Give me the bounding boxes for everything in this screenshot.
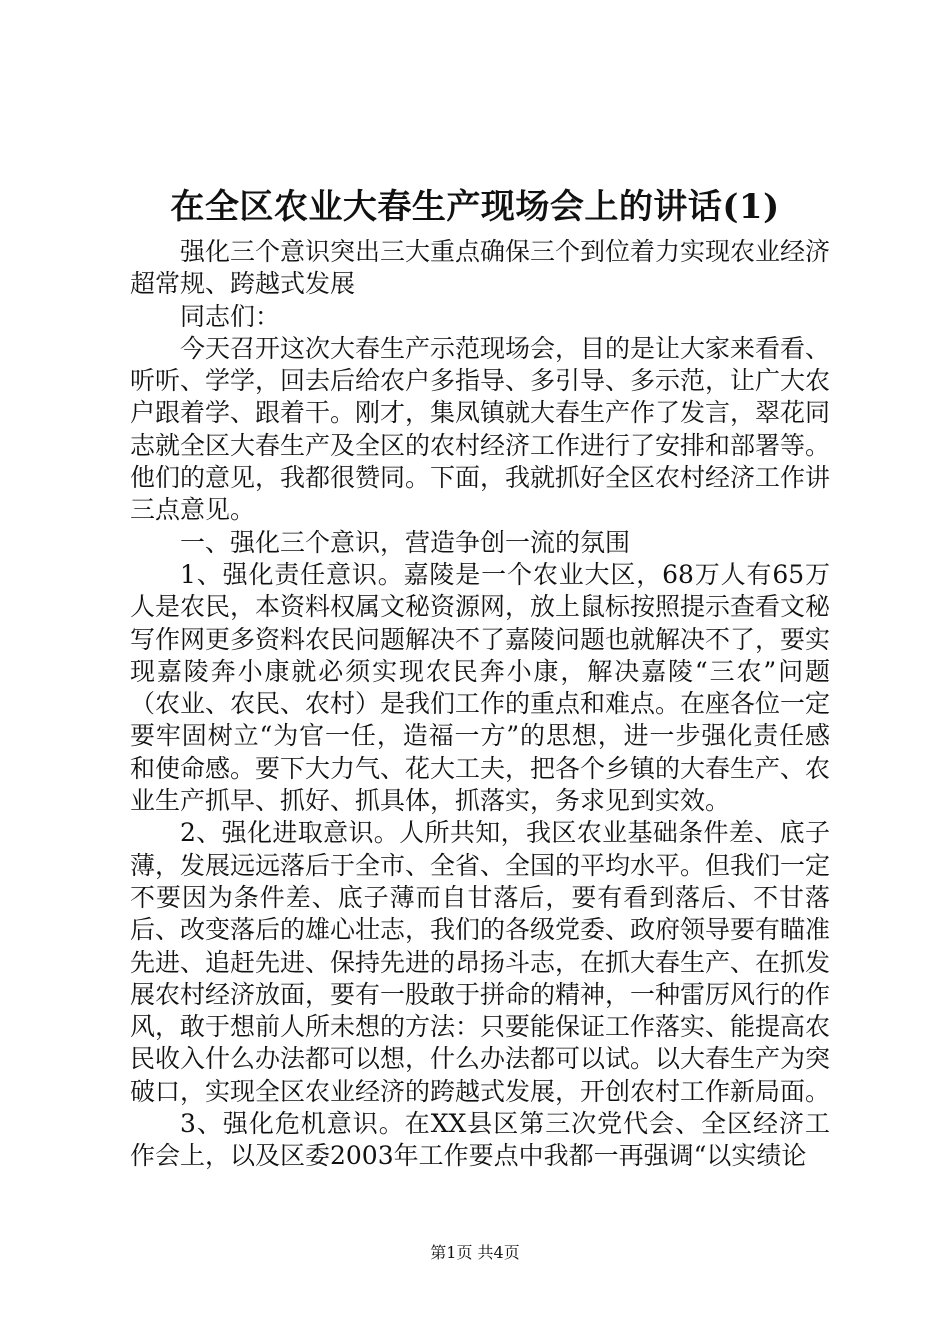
salutation-paragraph: 同志们： xyxy=(180,301,281,331)
document-title: 在全区农业大春生产现场会上的讲话(1) xyxy=(170,187,780,227)
page-indicator: 第1页 共4页 xyxy=(430,1243,520,1262)
subtitle-paragraph: 强化三个意识突出三大重点确保三个到位着力实现农业经济超常规、跨越式发展 xyxy=(130,237,831,299)
body-paragraph: 1、强化责任意识。嘉陵是一个农业大区，68万人有65万人是农民，本资料权属文秘资源网，放上鼠标按照提示查看文秘写作网更多资料农民问题解决不了嘉陵问题也就解决不了，要实现嘉陵奔小康就必须实现农民奔小康，解决嘉陵“三农”问题（农业、农民、农村）是我们工作的重点和难点。在座各位一定要牢固树立“为官一任，造福一方”的思想，进一步强化责任感和使命感。要下大力气、花大工夫，把各个乡镇的大春生产、农业生产抓早、抓好、抓具体，抓落实，务求见到实效。 xyxy=(130,559,831,816)
body-paragraph: 3、强化危机意识。在XX县区第三次党代会、全区经济工作会上，以及区委2003年工作要点中我都一再强调“以实绩论 xyxy=(130,1109,830,1171)
section-heading: 一、强化三个意识，营造争创一流的氛围 xyxy=(180,527,631,557)
intro-paragraph: 今天召开这次大春生产示范现场会，目的是让大家来看看、听听、学学，回去后给农户多指导、多引导、多示范，让广大农户跟着学、跟着干。刚才，集凤镇就大春生产作了发言，翠花同志就全区大春生产及全区的农村经济工作进行了安排和部署等。他们的意见，我都很赞同。下面，我就抓好全区农村经济工作讲三点意见。 xyxy=(130,333,831,525)
document-body xyxy=(130,236,830,1173)
body-paragraph: 2、强化进取意识。人所共知，我区农业基础条件差、底子薄，发展远远落后于全市、全省、全国的平均水平。但我们一定不要因为条件差、底子薄而自甘落后，要有看到落后、不甘落后、改变落后的雄心壮志，我们的各级党委、政府领导要有瞄准先进、追赶先进、保持先进的昂扬斗志，在抓大春生产、在抓发展农村经济放面，要有一股敢于拼命的精神，一种雷厉风行的作风，敢于想前人所未想的方法：只要能保证工作落实、能提高农民收入什么办法都可以想，什么办法都可以试。以大春生产为突破口，实现全区农业经济的跨越式发展，开创农村工作新局面。 xyxy=(130,818,831,1106)
